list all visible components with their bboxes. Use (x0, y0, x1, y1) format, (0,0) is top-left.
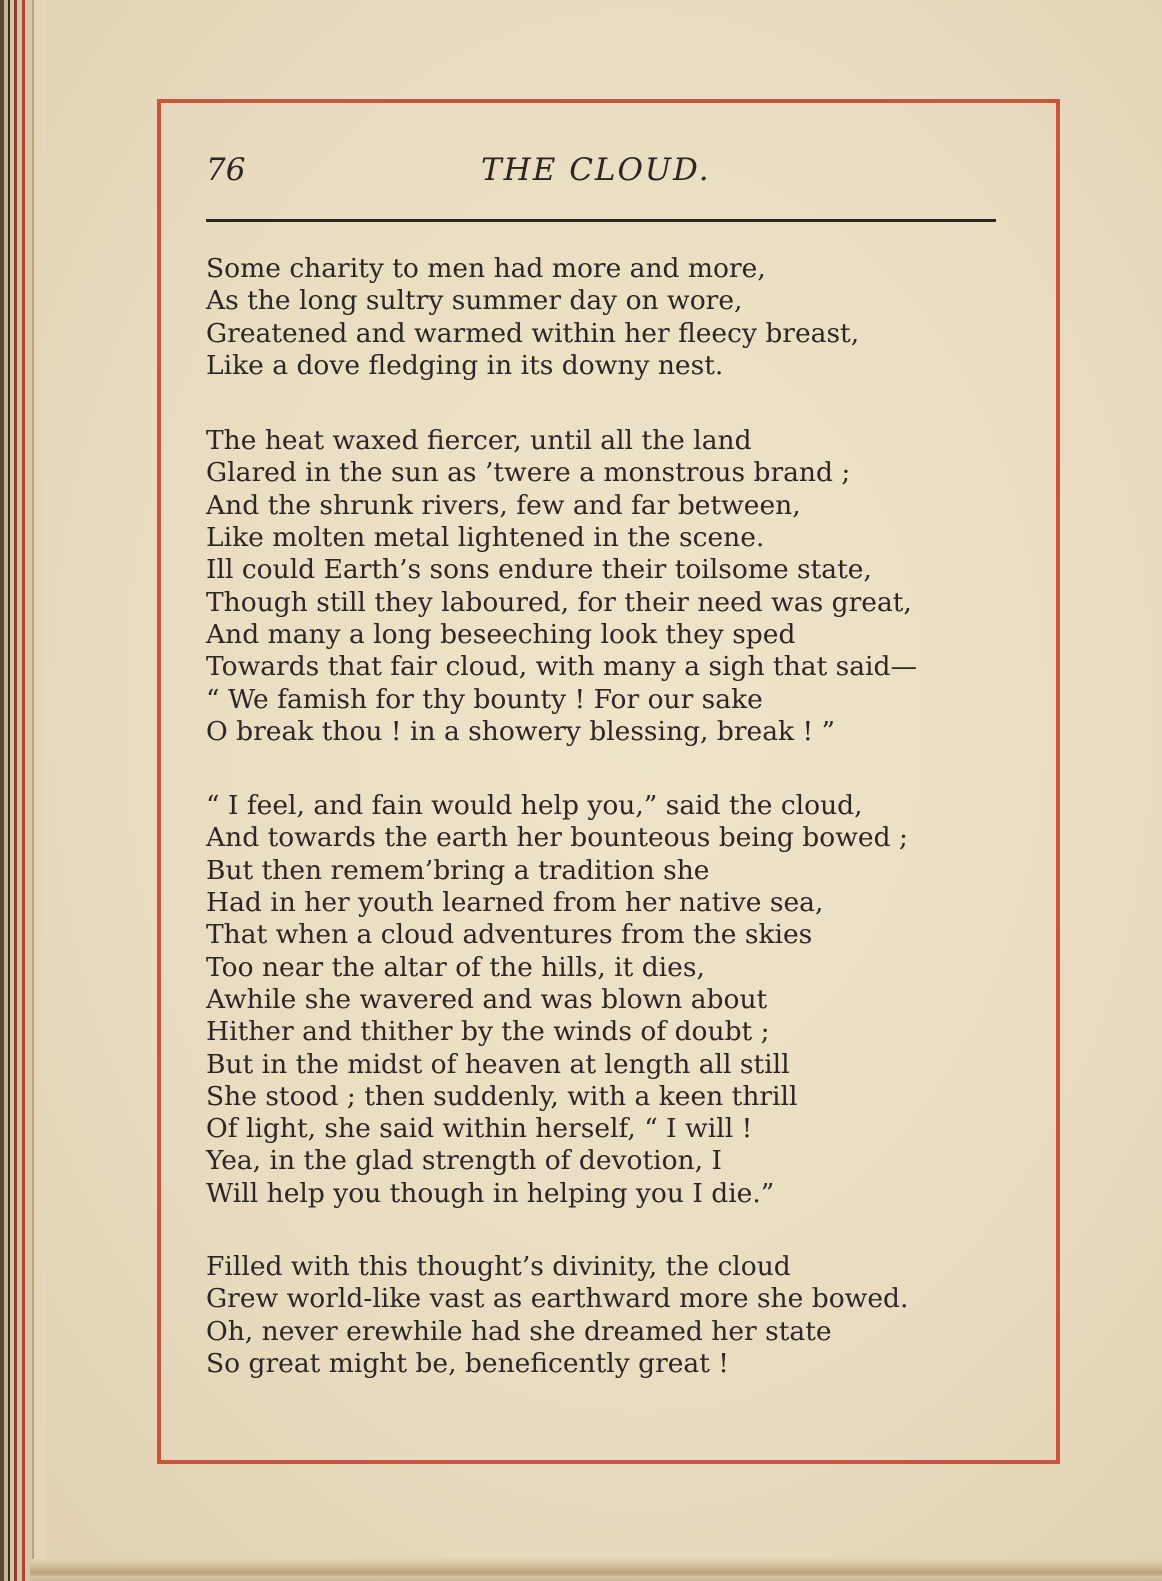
poem-line: Filled with this thought’s divinity, the cloud (206, 1251, 791, 1283)
poem-line: Grew world-like vast as earthward more she bowed. (206, 1283, 909, 1315)
poem-line: O break thou ! in a showery blessing, break ! ” (206, 715, 836, 747)
poem-line: Oh, never erewhile had she dreamed her state (206, 1315, 832, 1347)
poem-line: Hither and thither by the winds of doubt ; (206, 1016, 770, 1048)
poem-line: Though still they laboured, for their need was great, (206, 586, 912, 618)
poem-line: Ill could Earth’s sons endure their toilsome state, (206, 554, 872, 586)
poem-line: That when a cloud adventures from the skies (206, 919, 813, 951)
poem-line: As the long sultry summer day on wore, (206, 285, 743, 317)
poem-line: Glared in the sun as ’twere a monstrous brand ; (206, 457, 851, 489)
poem-line: “ I feel, and fain would help you,” said the cloud, (206, 790, 863, 822)
poem-line: The heat waxed fiercer, until all the land (206, 425, 752, 457)
running-title: THE CLOUD. (481, 152, 711, 188)
poem-line: “ We famish for thy bounty ! For our sake (206, 683, 763, 715)
poem-line: Like a dove fledging in its downy nest. (206, 349, 724, 381)
poem-line: She stood ; then suddenly, with a keen thrill (206, 1080, 798, 1112)
poem-line: Greatened and warmed within her fleecy breast, (206, 317, 860, 349)
header-rule (206, 219, 996, 222)
poem-line: Too near the altar of the hills, it dies, (206, 951, 705, 983)
poem-line: Towards that fair cloud, with many a sigh that said— (206, 651, 917, 683)
stanza-3 (206, 790, 1026, 1210)
poem-line: Awhile she wavered and was blown about (206, 983, 768, 1015)
poem-line: But then remem’bring a tradition she (206, 854, 710, 886)
poem-line: And towards the earth her bounteous being bowed ; (206, 822, 908, 854)
page-header (206, 148, 996, 198)
poem-line: Will help you though in helping you I die.” (206, 1177, 775, 1209)
stanza-2 (206, 425, 1026, 748)
poem-line: Like molten metal lightened in the scene. (206, 522, 765, 554)
page-number: 76 (206, 152, 246, 188)
poem-text (206, 253, 1026, 1380)
poem-line: And the shrunk rivers, few and far between, (206, 489, 801, 521)
page-bottom-edge (30, 1559, 1162, 1581)
poem-line: Yea, in the glad strength of devotion, I (206, 1145, 722, 1177)
poem-line: Had in her youth learned from her native sea, (206, 887, 824, 919)
poem-line: But in the midst of heaven at length all still (206, 1048, 790, 1080)
poem-line: Some charity to men had more and more, (206, 253, 766, 284)
poem-line: Of light, she said within herself, “ I will ! (206, 1113, 753, 1145)
poem-line: So great might be, beneficently great ! (206, 1347, 729, 1379)
book-spine-edge (0, 0, 46, 1581)
stanza-4 (206, 1251, 1026, 1380)
stanza-1 (206, 253, 1026, 382)
poem-line: And many a long beseeching look they sped (206, 618, 796, 650)
